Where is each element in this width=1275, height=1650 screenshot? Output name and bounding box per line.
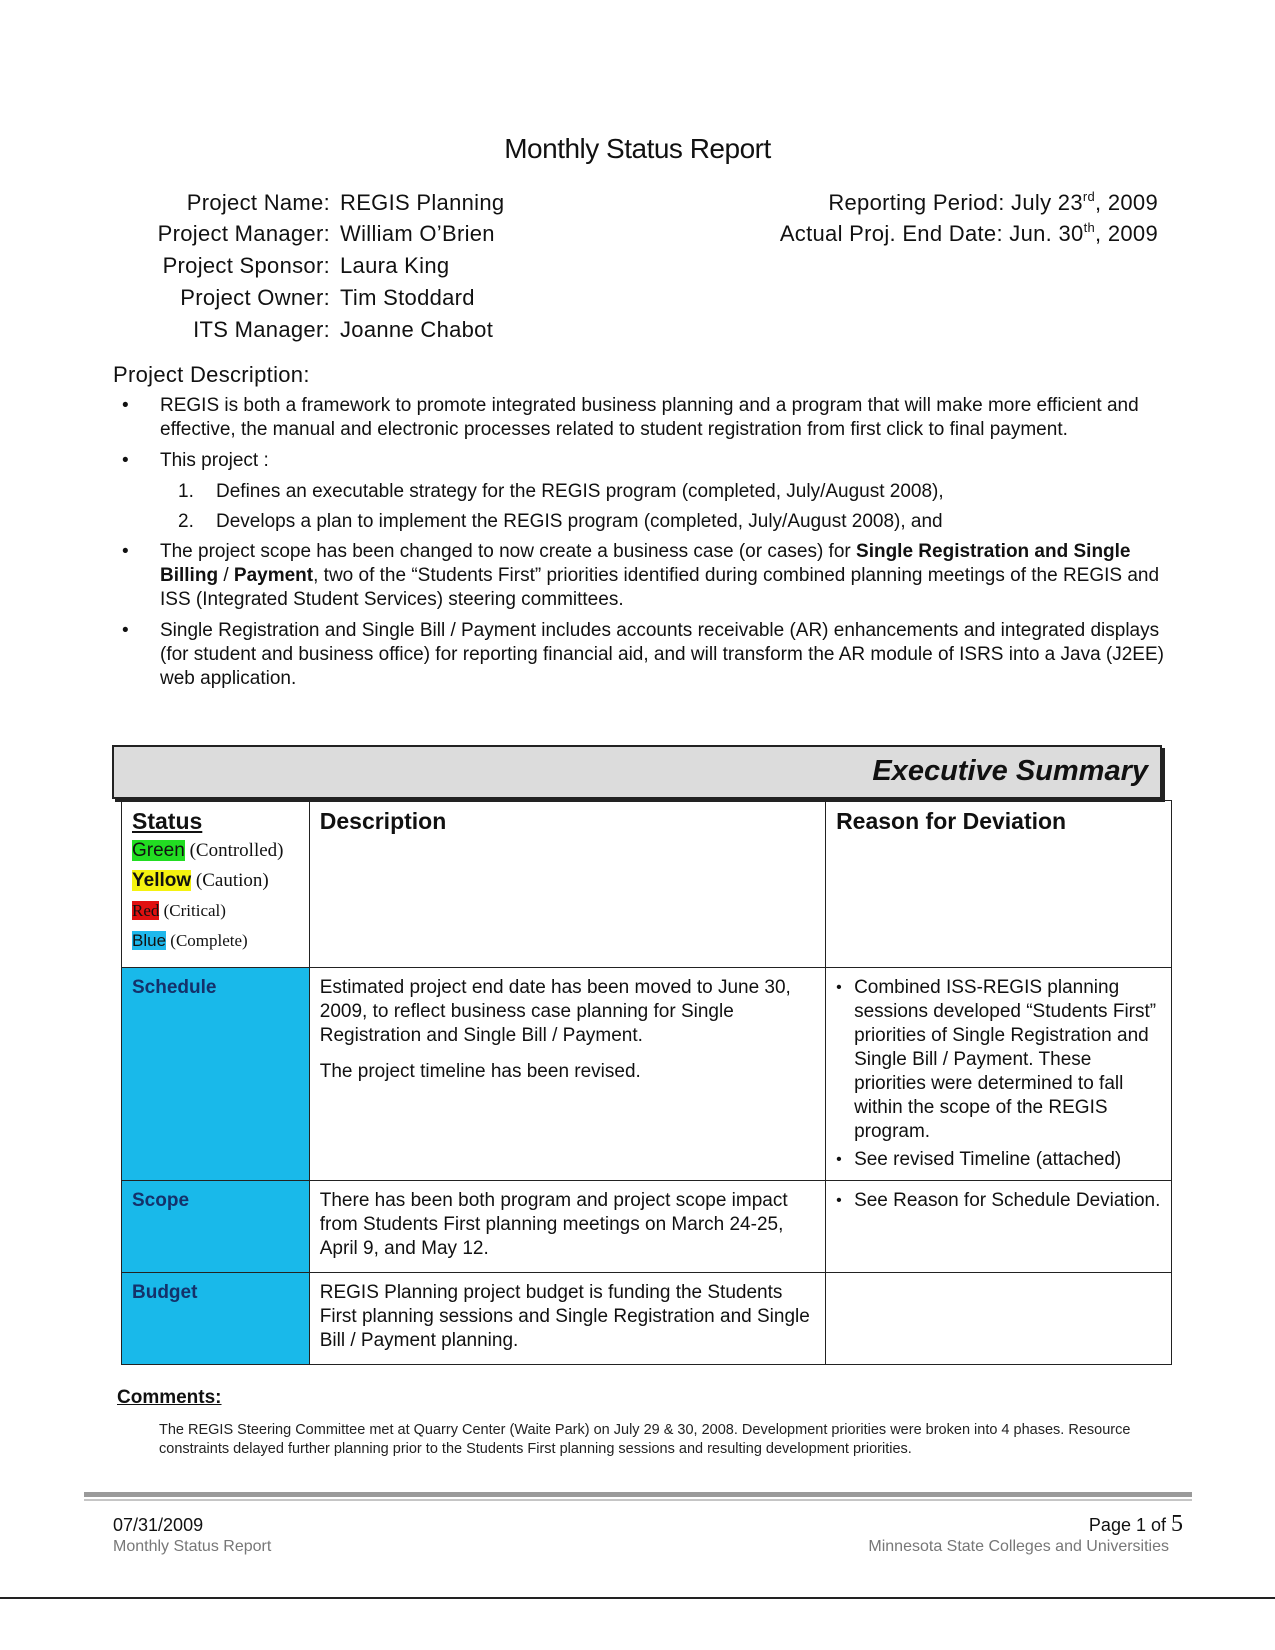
- description-header-cell: [309, 801, 825, 968]
- project-manager-value: William O’Brien: [340, 221, 495, 246]
- page-bottom-edge: [0, 1597, 1275, 1599]
- table-row: [122, 1273, 1172, 1365]
- list-item: • See revised Timeline (attached): [836, 1149, 1122, 1170]
- budget-status-cell: [122, 1273, 310, 1365]
- numbered-item: 1. Defines an executable strategy for the REGIS program (completed, July/August 2008),: [178, 481, 944, 502]
- project-owner-value: Tim Stoddard: [340, 285, 475, 310]
- schedule-description-cell: [309, 968, 825, 1181]
- comments-heading: Comments:: [117, 1387, 222, 1408]
- footer-document-name: Monthly Status Report: [113, 1538, 272, 1555]
- executive-summary-title: Executive Summary: [872, 755, 1148, 787]
- scope-status-cell: [122, 1181, 310, 1273]
- footer-divider: [84, 1492, 1192, 1497]
- project-name-value: REGIS Planning: [340, 190, 505, 215]
- budget-description: REGIS Planning project budget is funding the Students First planning sessions and Single Registration and Single Bill / Payment planning.: [319, 1282, 810, 1351]
- reporting-period-label: Reporting Period:: [828, 190, 1005, 215]
- budget-reason-cell: [826, 1273, 1172, 1365]
- page-number: Page 1 of 5: [1088, 1511, 1183, 1537]
- list-item: • The project scope has been changed to now create a business case (or cases) for Single Registration and Single Billing / Payment, two of the “Students First” priorities identified during combined planning meetings of the REGIS and ISS (Integrated Student Services) steering committees.: [122, 541, 1160, 610]
- scope-label: Scope: [132, 1190, 190, 1211]
- scope-reason-cell: [826, 1181, 1172, 1273]
- list-item: • This project :: [122, 450, 269, 471]
- reporting-period-value: July 23rd, 2009: [1011, 189, 1158, 215]
- budget-description-cell: [309, 1273, 825, 1365]
- its-manager-row: [100, 317, 1100, 343]
- scope-description: There has been both program and project scope impact from Students First planning meetings on March 24-25, April 9, and May 12.: [319, 1190, 788, 1259]
- list-item: • REGIS is both a framework to promote integrated business planning and a program that will make more efficient and effective, the manual and electronic processes related to student registration from first click to final payment.: [122, 395, 1139, 440]
- schedule-description: Estimated project end date has been moved to June 30, 2009, to reflect business case planning for Single Registration and Single Bill / Payment.: [319, 977, 791, 1046]
- scope-description-cell: [309, 1181, 825, 1273]
- status-header: Status: [132, 808, 203, 834]
- end-date-value: Jun. 30th, 2009: [1009, 220, 1158, 246]
- list-item: • Combined ISS-REGIS planning sessions developed “Students First” priorities of Single Registration and Single Bill / Payment. These priorities were determined to fall within the scope of the REGIS program.: [836, 977, 1157, 1142]
- its-manager-label: ITS Manager:: [193, 317, 330, 342]
- project-sponsor-row: [100, 253, 1100, 279]
- end-date-label: Actual Proj. End Date:: [779, 221, 1003, 246]
- executive-summary-table: [121, 800, 1172, 1365]
- list-item: • Single Registration and Single Bill / Payment includes accounts receivable (AR) enhancements and integrated displays (for student and business office) for reporting financial aid, and will transform the AR module of ISRS into a Java (J2EE) web application.: [122, 620, 1164, 689]
- footer-date: 07/31/2009: [113, 1515, 204, 1535]
- budget-label: Budget: [132, 1282, 198, 1303]
- project-name-label: Project Name:: [186, 190, 330, 215]
- legend-blue: Blue (Complete): [132, 931, 248, 950]
- footer-divider-shadow: [84, 1499, 1192, 1501]
- project-sponsor-label: Project Sponsor:: [162, 253, 330, 278]
- legend-green: Green (Controlled): [132, 840, 284, 861]
- project-owner-label: Project Owner:: [180, 285, 330, 310]
- executive-summary-banner: [112, 745, 1162, 799]
- schedule-label: Schedule: [132, 977, 217, 998]
- project-owner-row: [100, 285, 1100, 311]
- project-description-heading: Project Description:: [113, 362, 310, 387]
- schedule-description-note: The project timeline has been revised.: [319, 1061, 641, 1082]
- end-date-row: [780, 221, 1158, 247]
- project-description-list: [118, 394, 1173, 698]
- schedule-status-cell: [122, 968, 310, 1181]
- report-title: Monthly Status Report: [504, 133, 771, 164]
- reporting-period-row: [828, 190, 1158, 216]
- description-header: Description: [319, 808, 447, 834]
- status-header-cell: [122, 801, 310, 968]
- list-item: • See Reason for Schedule Deviation.: [836, 1190, 1161, 1211]
- reason-header: Reason for Deviation: [836, 808, 1067, 834]
- reason-header-cell: [826, 801, 1172, 968]
- table-header-row: [122, 801, 1172, 968]
- project-sponsor-value: Laura King: [340, 253, 450, 278]
- legend-red: Red (Critical): [132, 901, 226, 920]
- its-manager-value: Joanne Chabot: [340, 317, 494, 342]
- comments-text: The REGIS Steering Committee met at Quarry Center (Waite Park) on July 29 & 30, 2008. Development priorities were broken into 4 phases. Resource constraints delayed further planning prior to the Students First planning sessions and resulting development priorities.: [159, 1422, 1131, 1457]
- project-manager-label: Project Manager:: [157, 221, 330, 246]
- table-row: [122, 1181, 1172, 1273]
- footer-organization: Minnesota State Colleges and Universities: [868, 1538, 1169, 1555]
- numbered-item: 2. Develops a plan to implement the REGIS program (completed, July/August 2008), and: [178, 511, 943, 532]
- schedule-reason-cell: [826, 968, 1172, 1181]
- legend-yellow: Yellow (Caution): [132, 870, 269, 891]
- table-row: [122, 968, 1172, 1181]
